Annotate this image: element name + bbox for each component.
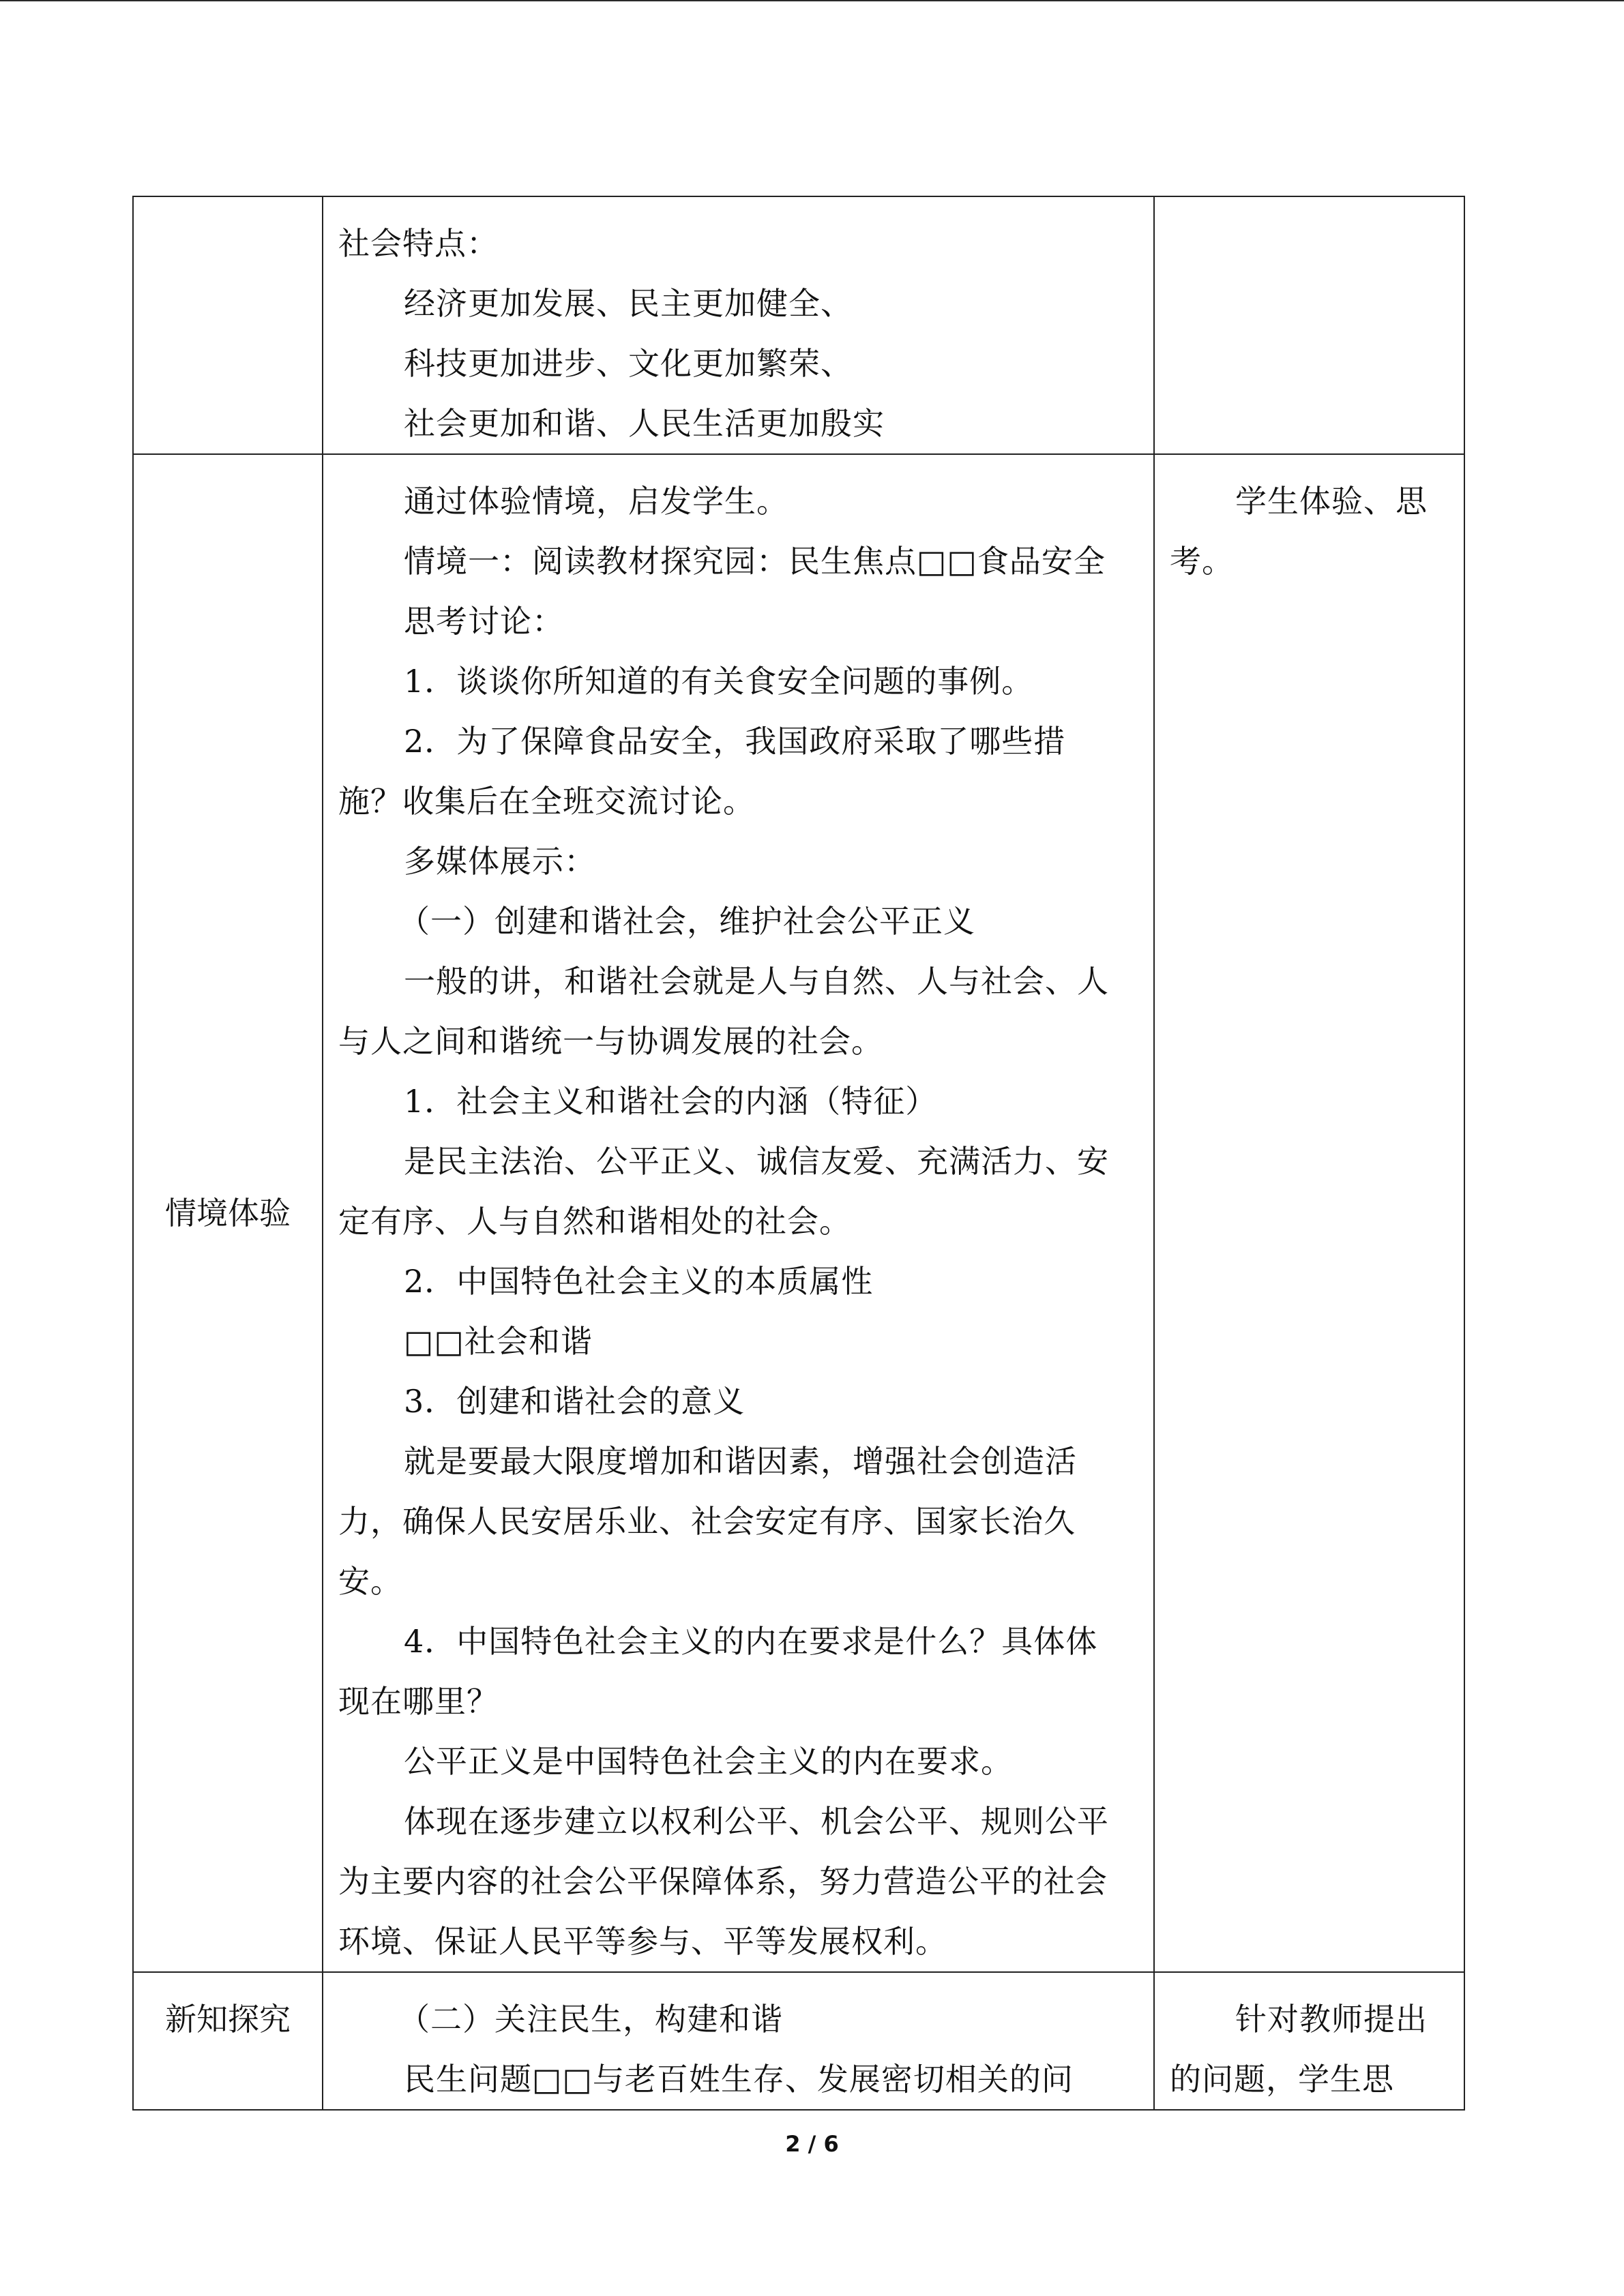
note-line: 针对教师提出 xyxy=(1235,2001,1428,2038)
content-line: 思考讨论： xyxy=(404,603,564,640)
table-row-continued xyxy=(133,196,1464,454)
content-line: 科技更加进步、文化更加繁荣、 xyxy=(404,345,853,382)
section-heading: （一）创建和谐社会，维护社会公平正义 xyxy=(398,903,975,940)
content-line: 定有序、人与自然和谐相处的社会。 xyxy=(338,1203,851,1240)
content-line: 多媒体展示： xyxy=(404,843,596,880)
page-top-border xyxy=(0,0,1624,1)
content-line: 施？收集后在全班交流讨论。 xyxy=(338,783,755,820)
content-line: 2．为了保障食品安全，我国政府采取了哪些措 xyxy=(404,723,1066,760)
content-line: 安。 xyxy=(338,1563,402,1600)
row-label-explore xyxy=(133,1972,323,2110)
content-cell-situation xyxy=(323,454,1154,1972)
content-line: 公平正义是中国特色社会主义的内在要求。 xyxy=(404,1743,1013,1780)
note-cell-empty xyxy=(1154,196,1464,454)
content-line: 经济更加发展、民主更加健全、 xyxy=(404,285,853,322)
content-line: 一般的讲，和谐社会就是人与自然、人与社会、人 xyxy=(404,963,1109,1000)
content-cell-explore xyxy=(323,1972,1154,2110)
content-line: 1．谈谈你所知道的有关食安全问题的事例。 xyxy=(404,663,1034,700)
note-cell-situation xyxy=(1154,454,1464,1972)
section-heading: （二）关注民生，构建和谐 xyxy=(398,2001,783,2038)
content-cell-society-features xyxy=(323,196,1154,454)
content-line: 是民主法治、公平正义、诚信友爱、充满活力、安 xyxy=(404,1143,1109,1180)
content-line: 4．中国特色社会主义的内在要求是什么？具体体 xyxy=(404,1623,1098,1660)
content-line: 社会特点： xyxy=(338,225,499,262)
content-line: 为主要内容的社会公平保障体系，努力营造公平的社会 xyxy=(338,1863,1108,1900)
note-cell-explore xyxy=(1154,1972,1464,2110)
page-number: 2 / 6 xyxy=(785,2131,839,2157)
note-line: 考。 xyxy=(1170,543,1234,580)
content-line: 1．社会主义和谐社会的内涵（特征） xyxy=(404,1083,938,1120)
table-row-situation xyxy=(133,454,1464,1972)
row-label-text: 新知探究 xyxy=(165,2001,291,2038)
note-line: 学生体验、思 xyxy=(1235,483,1428,520)
content-line: 环境、保证人民平等参与、平等发展权利。 xyxy=(338,1923,947,1960)
row-label-text: 情境体验 xyxy=(165,1195,291,1232)
row-label-empty xyxy=(133,196,323,454)
row-label-situation xyxy=(133,454,323,1972)
content-line: 社会更加和谐、人民生活更加殷实 xyxy=(404,405,885,442)
table-row-explore xyxy=(133,1972,1464,2110)
content-line: 就是要最大限度增加和谐因素，增强社会创造活 xyxy=(404,1443,1077,1480)
content-line: 力，确保人民安居乐业、社会安定有序、国家长治久 xyxy=(338,1503,1076,1540)
lesson-plan-table xyxy=(132,196,1465,2111)
content-line: 2．中国特色社会主义的本质属性 xyxy=(404,1263,874,1300)
content-line: 民生问题□□与老百姓生存、发展密切相关的问 xyxy=(404,2061,1074,2098)
content-line: 通过体验情境，启发学生。 xyxy=(404,483,788,520)
content-line: 情境一：阅读教材探究园：民生焦点□□食品安全 xyxy=(404,543,1106,580)
content-line: 与人之间和谐统一与协调发展的社会。 xyxy=(338,1023,883,1060)
note-line: 的问题，学生思 xyxy=(1170,2061,1394,2098)
content-line: □□社会和谐 xyxy=(404,1323,593,1360)
content-line: 3．创建和谐社会的意义 xyxy=(404,1383,745,1420)
content-line: 体现在逐步建立以权利公平、机会公平、规则公平 xyxy=(404,1803,1109,1840)
content-line: 现在哪里？ xyxy=(338,1683,499,1720)
